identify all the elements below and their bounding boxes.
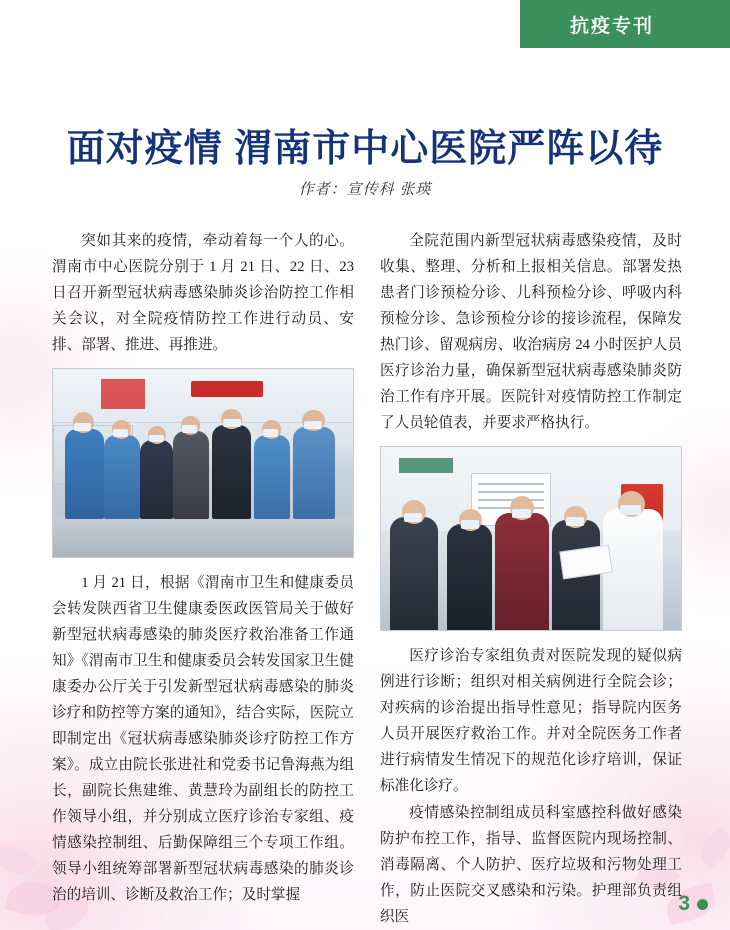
ribbon-stem-decoration: [699, 22, 701, 44]
photo-person: [495, 513, 549, 630]
photo-face-mask: [263, 429, 278, 437]
photo-person: [447, 524, 492, 630]
photo-face-mask: [223, 419, 241, 427]
photo-person: [212, 425, 251, 519]
page-number-value: 3: [678, 892, 690, 915]
photo-face-mask: [461, 520, 479, 529]
photo-floor: [53, 516, 353, 557]
photo-notice-line: [478, 483, 544, 485]
photo-face-mask: [404, 513, 422, 522]
photo-face-mask: [566, 517, 584, 526]
photo-face-mask: [74, 423, 91, 431]
photo-face-mask: [304, 421, 322, 429]
photo-face-mask: [620, 505, 641, 515]
photo-corridor-consultation: [380, 446, 682, 631]
photo-person: [254, 435, 290, 520]
photo-green-sign: [399, 458, 453, 473]
petal-decoration: [0, 836, 38, 882]
paragraph: 1 月 21 日，根据《渭南市卫生和健康委员会转发陕西省卫生健康委医政医管局关于做好新型冠状病毒感染的肺炎医疗救治准备工作通知》《渭南市卫生和健康委员会转发国家卫生健康委办公厅关于引发新型冠状病毒感染的肺炎诊疗和防控等方案的通知》，结合实际，医院立即制定出《冠状病毒感染肺炎诊疗防控工作方案》。成立由院长张进社和党委书记鲁海燕为组长，副院长焦建维、黄慧玲为副组长的防控工作领导小组，并分别成立医疗诊治专家组、疫情感染控制组、后勤保障组三个专项工作组。领导小组统筹部署新型冠状病毒感染的肺炎诊治的培训、诊断及救治工作；及时掌握: [52, 575, 354, 903]
page-number: [678, 892, 708, 916]
petal-decoration: [695, 827, 730, 869]
photo-face-mask: [149, 435, 164, 443]
photo-face-mask: [182, 425, 197, 433]
article-byline: 作者：宣传科 张瑛: [298, 182, 432, 198]
photo-person: [173, 431, 209, 519]
paragraph: 医疗诊治专家组负责对医院发现的疑似病例进行诊断；组织对相关病例进行全院会诊；对疾病的诊治提出指导性意见；指导院内医务人员开展医疗救治工作。并对全院医务工作者进行病情发生情况下的规范化诊疗培训，保证标准化诊疗。: [380, 648, 682, 794]
photo-person: [65, 429, 104, 519]
photo-person: [390, 517, 438, 630]
photo-face-mask: [512, 509, 532, 518]
photo-red-banner: [101, 379, 145, 409]
left-column: [52, 228, 354, 903]
paragraph: 全院范围内新型冠状病毒感染疫情，及时收集、整理、分析和上报相关信息。部署发热患者门诊预检分诊、儿科预检分诊、呼吸内科预检分诊、急诊预检分诊的接诊流程，保障发热门诊、留观病房、收治病房 24 小时医护人员医疗诊治力量，确保新型冠状病毒感染肺炎防治工作有序开展。医院针对疫情防控工作制定了人员轮值表，并要求严格执行。: [380, 233, 682, 431]
photo-hospital-lobby: [52, 368, 354, 558]
right-column: [380, 228, 682, 925]
photo-face-mask: [113, 429, 128, 437]
photo-red-sign: [191, 381, 263, 397]
section-ribbon-label: 抗疫专刊: [569, 15, 654, 37]
ribbon-dot-decoration: [693, 12, 706, 25]
article-title: 面对疫情 渭南市中心医院严阵以待: [66, 128, 664, 171]
article-body: [52, 228, 682, 925]
photo-notice-line: [478, 491, 544, 493]
paragraph: 突如其来的疫情，牵动着每一个人的心。渭南市中心医院分别于 1 月 21 日、22 日、23 日召开新型冠状病毒感染肺炎诊治防控工作相关会议，对全院疫情防控工作进行动员、安排、部署、推进、再推进。: [52, 233, 354, 353]
photo-person: [140, 440, 173, 519]
paragraph: 疫情感染控制组成员科室感控科做好感染防护布控工作，指导、监督医院内现场控制、消毒隔离、个人防护、医疗垃圾和污物处理工作，防止医院交叉感染和污染。护理部负责组织医: [380, 805, 682, 925]
photo-person: [293, 427, 335, 519]
photo-person: [104, 435, 140, 520]
page-number-dot-icon: [697, 899, 708, 910]
